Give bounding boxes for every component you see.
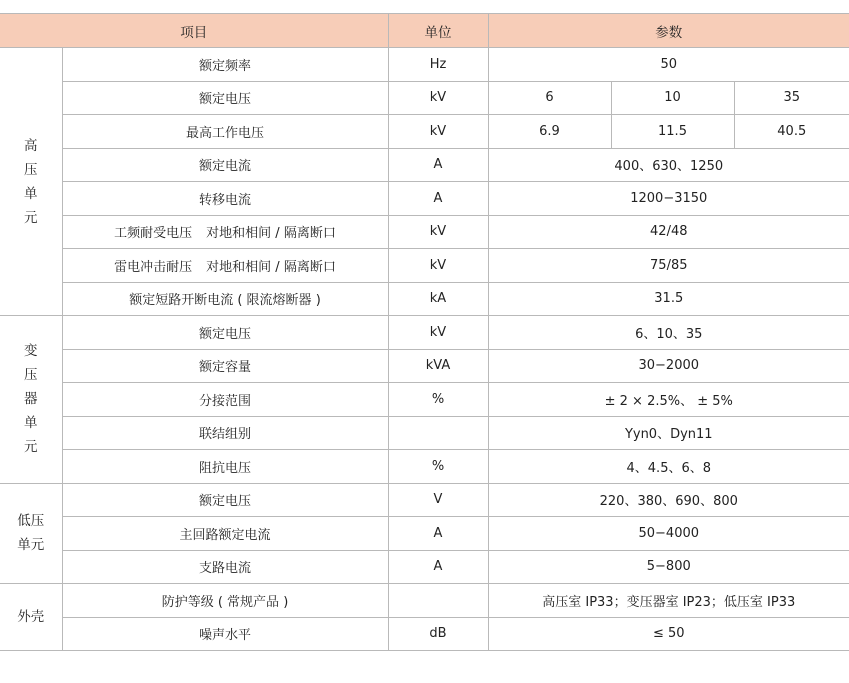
row-unit: %: [388, 383, 488, 417]
row-item: 主回路额定电流: [62, 517, 388, 551]
row-item: 最高工作电压: [62, 115, 388, 149]
table-row: [0, 316, 849, 350]
row-value: 10: [611, 81, 734, 115]
table-row: [0, 115, 849, 149]
table-row: [0, 483, 849, 517]
row-item: 噪声水平: [62, 617, 388, 651]
row-value: 400、630、1250: [488, 148, 849, 182]
parameter-table: [0, 13, 849, 651]
row-unit: kVA: [388, 349, 488, 383]
group-transformer-unit: 变 压 器 单 元: [0, 316, 62, 484]
row-value: 6: [488, 81, 611, 115]
table-row: [0, 517, 849, 551]
row-unit: kV: [388, 215, 488, 249]
row-item: 防护等级 ( 常规产品 ): [62, 584, 388, 618]
header-item: 项目: [0, 14, 388, 48]
row-value: 31.5: [488, 282, 849, 316]
group-shell: 外壳: [0, 584, 62, 651]
row-unit: kV: [388, 316, 488, 350]
row-item: 工频耐受电压 对地和相间 / 隔离断口: [62, 215, 388, 249]
row-item: 额定电流: [62, 148, 388, 182]
table-row: [0, 48, 849, 82]
row-value: 6、10、35: [488, 316, 849, 350]
table-row: [0, 282, 849, 316]
row-unit: A: [388, 550, 488, 584]
row-item: 联结组别: [62, 416, 388, 450]
row-unit: A: [388, 148, 488, 182]
table-row: [0, 349, 849, 383]
table-row: [0, 81, 849, 115]
table-row: [0, 215, 849, 249]
table-row: [0, 450, 849, 484]
row-value: Yyn0、Dyn11: [488, 416, 849, 450]
row-value: ≤ 50: [488, 617, 849, 651]
row-value: 35: [734, 81, 849, 115]
table-header-row: [0, 14, 849, 48]
row-value: 5−800: [488, 550, 849, 584]
row-unit: Hz: [388, 48, 488, 82]
row-unit: dB: [388, 617, 488, 651]
row-item: 转移电流: [62, 182, 388, 216]
group-hv-unit: 高 压 单 元: [0, 48, 62, 316]
row-unit: [388, 416, 488, 450]
table-row: [0, 416, 849, 450]
row-value: 高压室 IP33；变压器室 IP23；低压室 IP33: [488, 584, 849, 618]
row-value: 40.5: [734, 115, 849, 149]
row-value: ± 2 × 2.5%、 ± 5%: [488, 383, 849, 417]
row-unit: kV: [388, 249, 488, 283]
row-item: 额定容量: [62, 349, 388, 383]
row-unit: A: [388, 182, 488, 216]
row-unit: kV: [388, 115, 488, 149]
table-row: [0, 148, 849, 182]
table-row: [0, 584, 849, 618]
table-row: [0, 383, 849, 417]
row-item: 雷电冲击耐压 对地和相间 / 隔离断口: [62, 249, 388, 283]
row-value: 42/48: [488, 215, 849, 249]
row-item: 分接范围: [62, 383, 388, 417]
row-unit: A: [388, 517, 488, 551]
row-item: 额定电压: [62, 81, 388, 115]
row-value: 75/85: [488, 249, 849, 283]
row-unit: kV: [388, 81, 488, 115]
group-lv-unit: 低压 单元: [0, 483, 62, 584]
row-unit: kA: [388, 282, 488, 316]
row-item: 额定短路开断电流 ( 限流熔断器 ): [62, 282, 388, 316]
row-value: 1200−3150: [488, 182, 849, 216]
row-unit: [388, 584, 488, 618]
row-item: 额定频率: [62, 48, 388, 82]
header-unit: 单位: [388, 14, 488, 48]
table-row: [0, 182, 849, 216]
row-value: 11.5: [611, 115, 734, 149]
row-value: 4、4.5、6、8: [488, 450, 849, 484]
row-item: 额定电压: [62, 483, 388, 517]
row-value: 50: [488, 48, 849, 82]
row-value: 220、380、690、800: [488, 483, 849, 517]
row-value: 6.9: [488, 115, 611, 149]
row-value: 50−4000: [488, 517, 849, 551]
table-row: [0, 617, 849, 651]
row-value: 30−2000: [488, 349, 849, 383]
header-param: 参数: [488, 14, 849, 48]
row-item: 阻抗电压: [62, 450, 388, 484]
row-unit: V: [388, 483, 488, 517]
row-item: 支路电流: [62, 550, 388, 584]
table-row: [0, 550, 849, 584]
row-item: 额定电压: [62, 316, 388, 350]
row-unit: %: [388, 450, 488, 484]
table-row: [0, 249, 849, 283]
